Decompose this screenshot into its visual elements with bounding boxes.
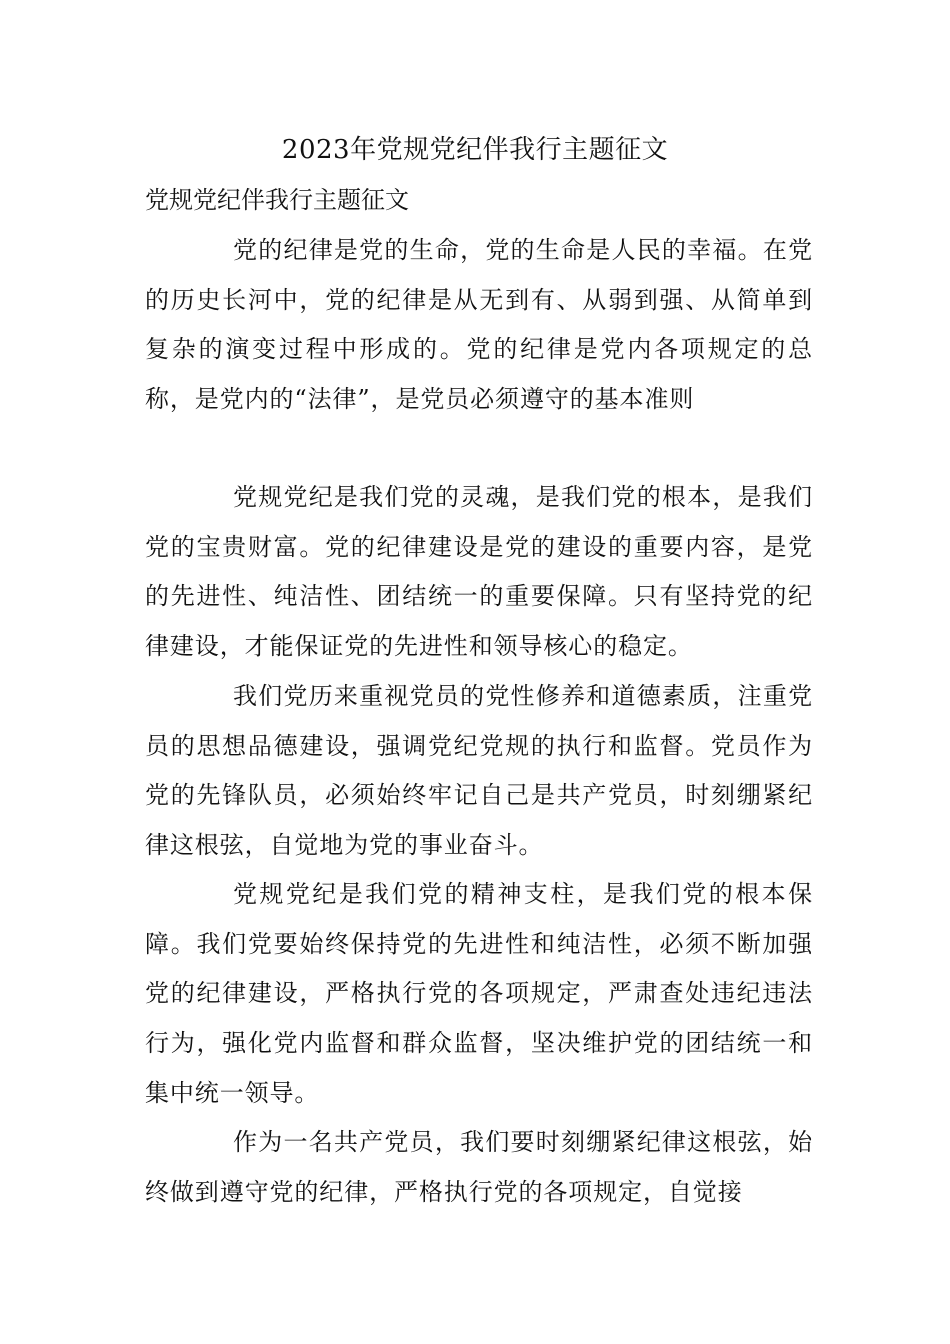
body-paragraph-2: [145, 473, 813, 672]
body-paragraph-5: [145, 1118, 813, 1217]
paragraph-text: 党的纪律是党的生命，党的生命是人民的幸福。在党的历史长河中，党的纪律是从无到有、从弱到强、从简单到复杂的演变过程中形成的。党的纪律是党内各项规定的总称，是党内的“法律”，是党员必须遵守的基本准则: [145, 236, 813, 414]
paragraph-text: 党规党纪是我们党的灵魂，是我们党的根本，是我们党的宝贵财富。党的纪律建设是党的建设的重要内容，是党的先进性、纯洁性、团结统一的重要保障。只有坚持党的纪律建设，才能保证党的先进性和领导核心的稳定。: [145, 483, 813, 661]
paragraph-text: 党规党纪是我们党的精神支柱，是我们党的根本保障。我们党要始终保持党的先进性和纯洁性，必须不断加强党的纪律建设，严格执行党的各项规定，严肃查处违纪违法行为，强化党内监督和群众监督，坚决维护党的团结统一和集中统一领导。: [145, 880, 813, 1107]
paragraph-text: 作为一名共产党员，我们要时刻绷紧纪律这根弦，始终做到遵守党的纪律，严格执行党的各项规定，自觉接: [145, 1128, 813, 1206]
body-paragraph-3: [145, 672, 813, 871]
body-paragraph-4: [145, 870, 813, 1119]
paragraph-text: 我们党历来重视党员的党性修养和道德素质，注重党员的思想品德建设，强调党纪党规的执行和监督。党员作为党的先锋队员，必须始终牢记自己是共产党员，时刻绷紧纪律这根弦，自觉地为党的事业奋斗。: [145, 682, 813, 860]
body-paragraph-1: [145, 226, 813, 425]
document-subtitle: 党规党纪伴我行主题征文: [145, 186, 409, 214]
document-title: 2023年党规党纪伴我行主题征文: [281, 135, 669, 165]
